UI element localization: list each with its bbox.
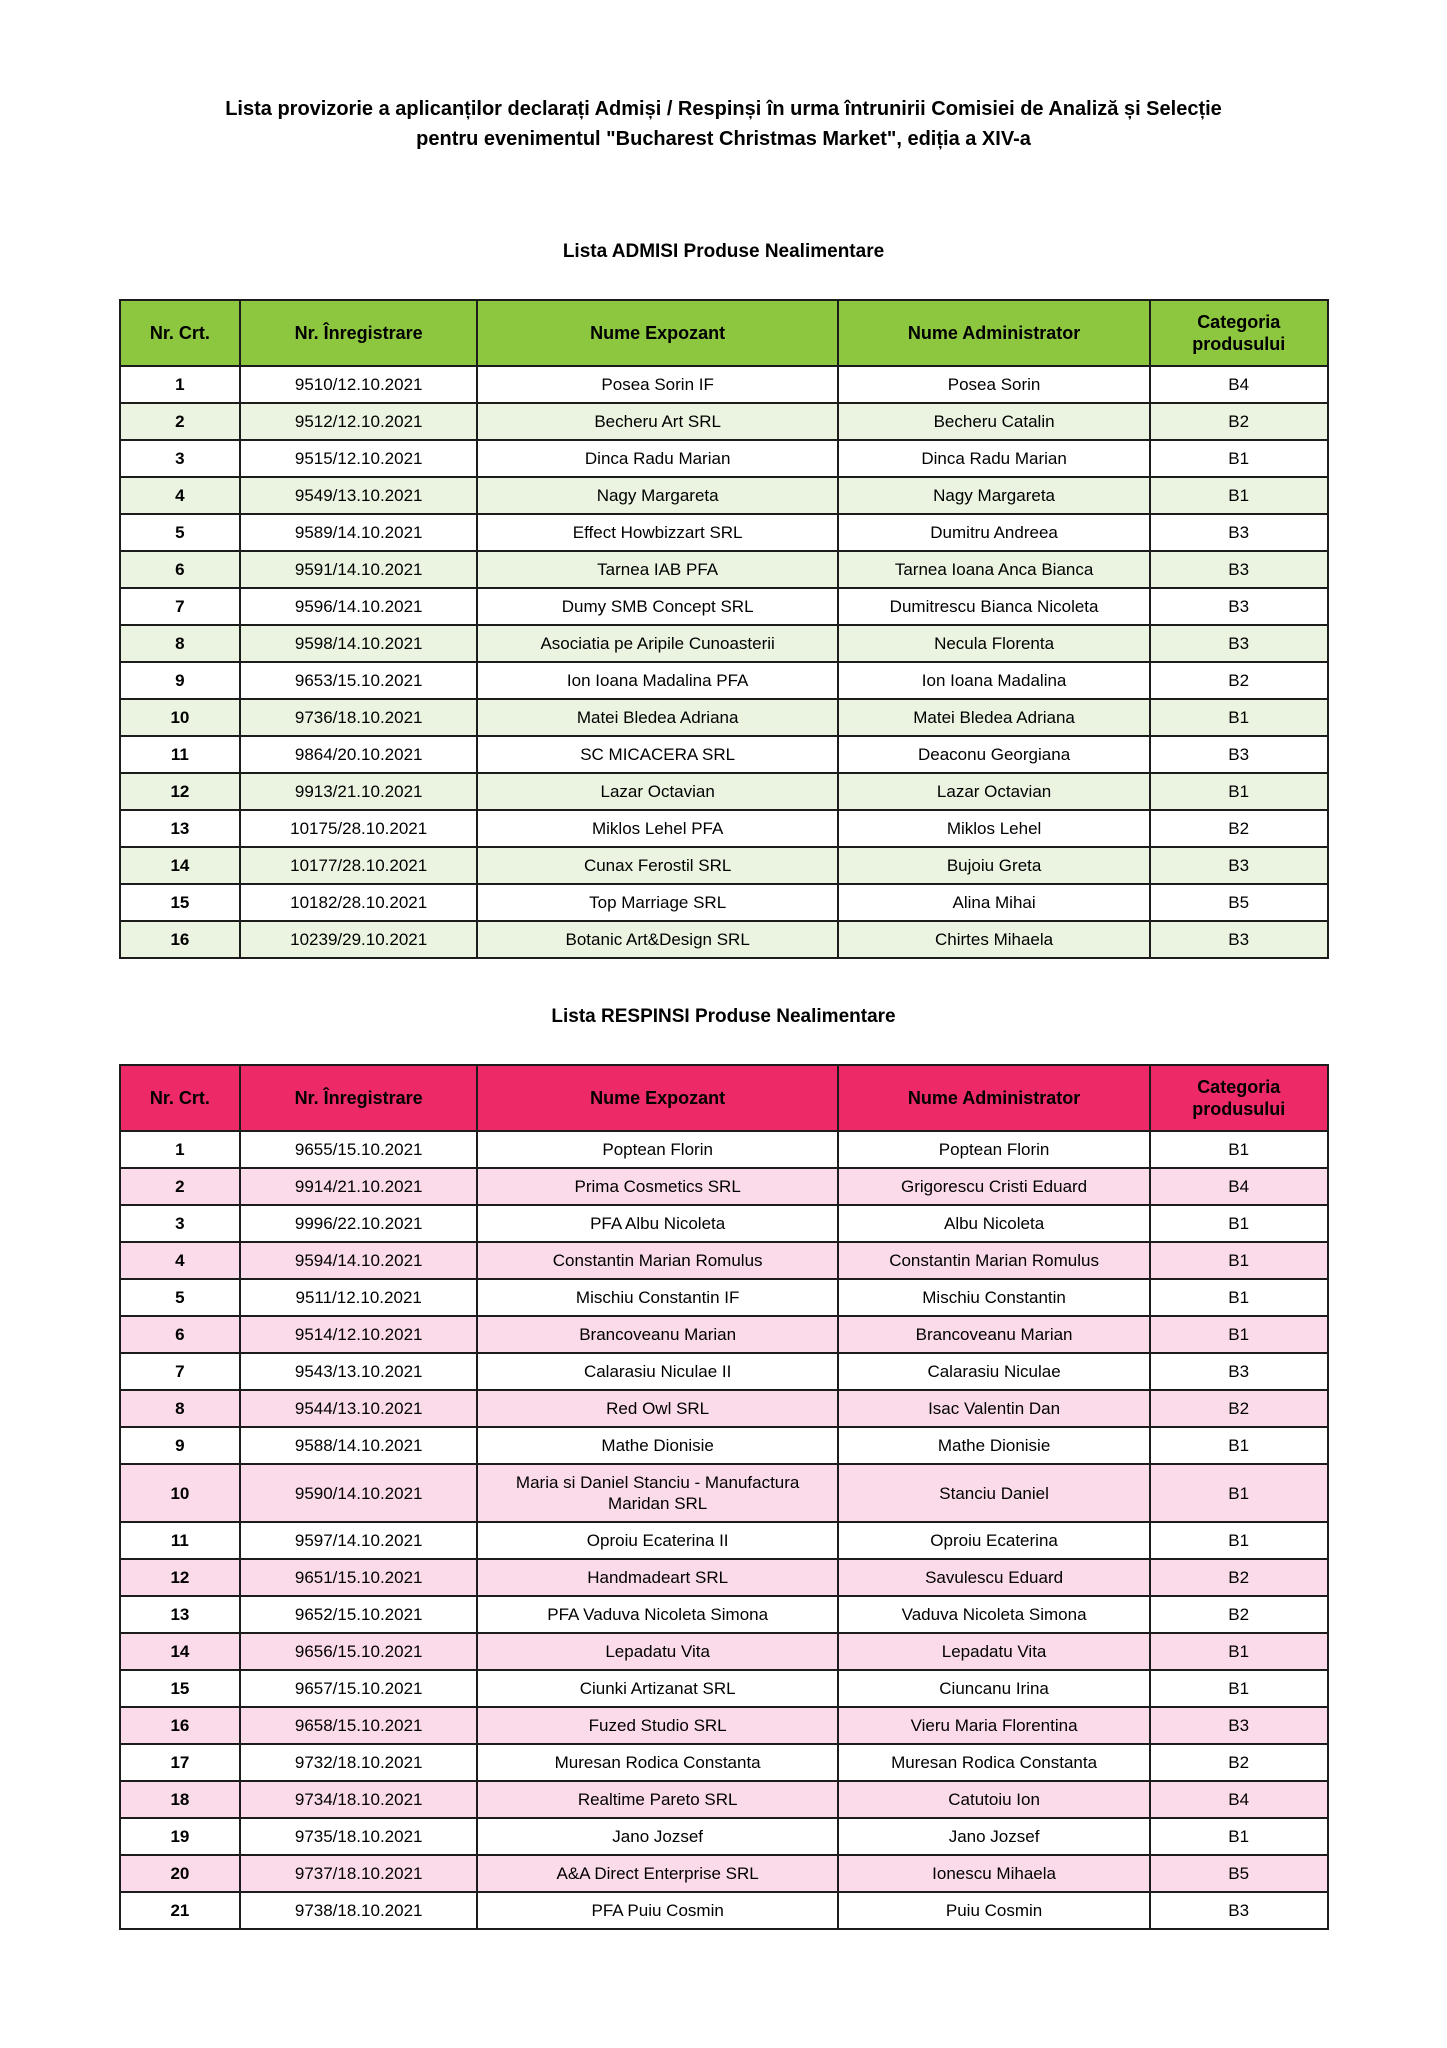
registration-number-cell: 10182/28.10.2021 <box>240 884 477 921</box>
administrator-name-cell: Chirtes Mihaela <box>838 921 1150 958</box>
exhibitor-name-cell: Dinca Radu Marian <box>477 440 838 477</box>
row-number-cell: 11 <box>120 1522 241 1559</box>
table-row <box>120 1427 1328 1464</box>
registration-number-cell: 9736/18.10.2021 <box>240 699 477 736</box>
registration-number-cell: 9596/14.10.2021 <box>240 588 477 625</box>
product-category-cell: B1 <box>1150 1522 1328 1559</box>
table-row <box>120 1707 1328 1744</box>
table-row <box>120 810 1328 847</box>
table-row <box>120 921 1328 958</box>
table-row <box>120 514 1328 551</box>
exhibitor-name-cell: Muresan Rodica Constanta <box>477 1744 838 1781</box>
administrator-name-cell: Ion Ioana Madalina <box>838 662 1150 699</box>
exhibitor-name-cell: Miklos Lehel PFA <box>477 810 838 847</box>
product-category-cell: B3 <box>1150 1353 1328 1390</box>
table-row <box>120 1855 1328 1892</box>
exhibitor-name-cell: Posea Sorin IF <box>477 366 838 403</box>
administrator-name-cell: Lepadatu Vita <box>838 1633 1150 1670</box>
admitted-table-body <box>120 366 1328 958</box>
registration-number-cell: 9653/15.10.2021 <box>240 662 477 699</box>
table-row <box>120 366 1328 403</box>
administrator-name-cell: Nagy Margareta <box>838 477 1150 514</box>
exhibitor-name-cell: Ciunki Artizanat SRL <box>477 1670 838 1707</box>
row-number-cell: 14 <box>120 1633 241 1670</box>
row-number-cell: 2 <box>120 403 241 440</box>
exhibitor-name-cell: Mathe Dionisie <box>477 1427 838 1464</box>
row-number-cell: 14 <box>120 847 241 884</box>
product-category-cell: B2 <box>1150 1596 1328 1633</box>
table-row <box>120 1670 1328 1707</box>
exhibitor-name-cell: Maria si Daniel Stanciu - Manufactura Maridan SRL <box>477 1464 838 1522</box>
registration-number-cell: 9735/18.10.2021 <box>240 1818 477 1855</box>
registration-number-cell: 10175/28.10.2021 <box>240 810 477 847</box>
table-row <box>120 773 1328 810</box>
header-row <box>120 1065 1328 1131</box>
product-category-cell: B3 <box>1150 1892 1328 1929</box>
exhibitor-name-cell: Fuzed Studio SRL <box>477 1707 838 1744</box>
row-number-cell: 5 <box>120 1279 241 1316</box>
registration-number-cell: 9594/14.10.2021 <box>240 1242 477 1279</box>
exhibitor-name-cell: Realtime Pareto SRL <box>477 1781 838 1818</box>
column-header-categoria: Categoria produsului <box>1150 1065 1328 1131</box>
registration-number-cell: 9732/18.10.2021 <box>240 1744 477 1781</box>
row-number-cell: 19 <box>120 1818 241 1855</box>
table-row <box>120 1892 1328 1929</box>
registration-number-cell: 9597/14.10.2021 <box>240 1522 477 1559</box>
row-number-cell: 20 <box>120 1855 241 1892</box>
exhibitor-name-cell: PFA Vaduva Nicoleta Simona <box>477 1596 838 1633</box>
administrator-name-cell: Isac Valentin Dan <box>838 1390 1150 1427</box>
row-number-cell: 9 <box>120 1427 241 1464</box>
administrator-name-cell: Ciuncanu Irina <box>838 1670 1150 1707</box>
registration-number-cell: 10239/29.10.2021 <box>240 921 477 958</box>
page-title-line2: pentru evenimentul "Bucharest Christmas Market", ediția a XIV-a <box>416 128 1031 150</box>
table-row <box>120 1464 1328 1522</box>
administrator-name-cell: Tarnea Ioana Anca Bianca <box>838 551 1150 588</box>
product-category-cell: B5 <box>1150 1855 1328 1892</box>
row-number-cell: 21 <box>120 1892 241 1929</box>
registration-number-cell: 9512/12.10.2021 <box>240 403 477 440</box>
table-row <box>120 1596 1328 1633</box>
exhibitor-name-cell: Nagy Margareta <box>477 477 838 514</box>
row-number-cell: 3 <box>120 440 241 477</box>
product-category-cell: B2 <box>1150 1390 1328 1427</box>
product-category-cell: B1 <box>1150 1818 1328 1855</box>
column-header-nr-inregistrare: Nr. Înregistrare <box>240 300 477 366</box>
registration-number-cell: 9590/14.10.2021 <box>240 1464 477 1522</box>
administrator-name-cell: Brancoveanu Marian <box>838 1316 1150 1353</box>
product-category-cell: B3 <box>1150 514 1328 551</box>
table-row <box>120 1781 1328 1818</box>
column-header-nr-inregistrare: Nr. Înregistrare <box>240 1065 477 1131</box>
administrator-name-cell: Muresan Rodica Constanta <box>838 1744 1150 1781</box>
product-category-cell: B1 <box>1150 1464 1328 1522</box>
table-row <box>120 884 1328 921</box>
column-header-categoria: Categoria produsului <box>1150 300 1328 366</box>
table-row <box>120 847 1328 884</box>
registration-number-cell: 9652/15.10.2021 <box>240 1596 477 1633</box>
administrator-name-cell: Matei Bledea Adriana <box>838 699 1150 736</box>
table-row <box>120 699 1328 736</box>
registration-number-cell: 9734/18.10.2021 <box>240 1781 477 1818</box>
exhibitor-name-cell: Top Marriage SRL <box>477 884 838 921</box>
table-row <box>120 1205 1328 1242</box>
exhibitor-name-cell: Dumy SMB Concept SRL <box>477 588 838 625</box>
administrator-name-cell: Deaconu Georgiana <box>838 736 1150 773</box>
product-category-cell: B1 <box>1150 477 1328 514</box>
exhibitor-name-cell: Botanic Art&Design SRL <box>477 921 838 958</box>
exhibitor-name-cell: Handmadeart SRL <box>477 1559 838 1596</box>
table-row <box>120 625 1328 662</box>
row-number-cell: 2 <box>120 1168 241 1205</box>
registration-number-cell: 9589/14.10.2021 <box>240 514 477 551</box>
exhibitor-name-cell: Tarnea IAB PFA <box>477 551 838 588</box>
product-category-cell: B3 <box>1150 625 1328 662</box>
row-number-cell: 13 <box>120 810 241 847</box>
table-row <box>120 477 1328 514</box>
table-row <box>120 1744 1328 1781</box>
exhibitor-name-cell: Lepadatu Vita <box>477 1633 838 1670</box>
page-title-line1: Lista provizorie a aplicanților declarați Admiși / Respinși în urma întrunirii Comisiei de Analiză și Selecție <box>225 98 1222 120</box>
column-header-nr-crt: Nr. Crt. <box>120 300 241 366</box>
header-row <box>120 300 1328 366</box>
product-category-cell: B4 <box>1150 1781 1328 1818</box>
table-row <box>120 1131 1328 1168</box>
row-number-cell: 8 <box>120 625 241 662</box>
exhibitor-name-cell: PFA Albu Nicoleta <box>477 1205 838 1242</box>
administrator-name-cell: Stanciu Daniel <box>838 1464 1150 1522</box>
registration-number-cell: 9588/14.10.2021 <box>240 1427 477 1464</box>
admitted-table <box>119 299 1329 959</box>
exhibitor-name-cell: SC MICACERA SRL <box>477 736 838 773</box>
column-header-nume-expozant: Nume Expozant <box>477 300 838 366</box>
product-category-cell: B3 <box>1150 736 1328 773</box>
row-number-cell: 3 <box>120 1205 241 1242</box>
table-row <box>120 1353 1328 1390</box>
row-number-cell: 12 <box>120 1559 241 1596</box>
product-category-cell: B1 <box>1150 1427 1328 1464</box>
table-row <box>120 1818 1328 1855</box>
exhibitor-name-cell: Brancoveanu Marian <box>477 1316 838 1353</box>
row-number-cell: 7 <box>120 588 241 625</box>
administrator-name-cell: Dumitru Andreea <box>838 514 1150 551</box>
table-row <box>120 662 1328 699</box>
exhibitor-name-cell: A&A Direct Enterprise SRL <box>477 1855 838 1892</box>
table-row <box>120 1316 1328 1353</box>
registration-number-cell: 9657/15.10.2021 <box>240 1670 477 1707</box>
table-row <box>120 736 1328 773</box>
page-title <box>0 0 1447 154</box>
registration-number-cell: 9511/12.10.2021 <box>240 1279 477 1316</box>
column-header-nr-crt: Nr. Crt. <box>120 1065 241 1131</box>
row-number-cell: 15 <box>120 1670 241 1707</box>
exhibitor-name-cell: Becheru Art SRL <box>477 403 838 440</box>
row-number-cell: 13 <box>120 1596 241 1633</box>
admitted-table-header <box>120 300 1328 366</box>
administrator-name-cell: Posea Sorin <box>838 366 1150 403</box>
row-number-cell: 11 <box>120 736 241 773</box>
exhibitor-name-cell: Calarasiu Niculae II <box>477 1353 838 1390</box>
row-number-cell: 4 <box>120 477 241 514</box>
administrator-name-cell: Miklos Lehel <box>838 810 1150 847</box>
table-row <box>120 440 1328 477</box>
exhibitor-name-cell: Jano Jozsef <box>477 1818 838 1855</box>
exhibitor-name-cell: Effect Howbizzart SRL <box>477 514 838 551</box>
table-row <box>120 1279 1328 1316</box>
registration-number-cell: 9544/13.10.2021 <box>240 1390 477 1427</box>
product-category-cell: B3 <box>1150 1707 1328 1744</box>
product-category-cell: B2 <box>1150 1559 1328 1596</box>
rejected-list-heading: Lista RESPINSI Produse Nealimentare <box>551 1006 896 1027</box>
row-number-cell: 18 <box>120 1781 241 1818</box>
row-number-cell: 4 <box>120 1242 241 1279</box>
exhibitor-name-cell: Ion Ioana Madalina PFA <box>477 662 838 699</box>
row-number-cell: 9 <box>120 662 241 699</box>
column-header-nume-administrator: Nume Administrator <box>838 300 1150 366</box>
registration-number-cell: 9598/14.10.2021 <box>240 625 477 662</box>
exhibitor-name-cell: Oproiu Ecaterina II <box>477 1522 838 1559</box>
administrator-name-cell: Alina Mihai <box>838 884 1150 921</box>
exhibitor-name-cell: Mischiu Constantin IF <box>477 1279 838 1316</box>
registration-number-cell: 9514/12.10.2021 <box>240 1316 477 1353</box>
administrator-name-cell: Vieru Maria Florentina <box>838 1707 1150 1744</box>
exhibitor-name-cell: Prima Cosmetics SRL <box>477 1168 838 1205</box>
row-number-cell: 17 <box>120 1744 241 1781</box>
exhibitor-name-cell: Red Owl SRL <box>477 1390 838 1427</box>
registration-number-cell: 9651/15.10.2021 <box>240 1559 477 1596</box>
registration-number-cell: 9737/18.10.2021 <box>240 1855 477 1892</box>
product-category-cell: B1 <box>1150 1670 1328 1707</box>
rejected-table-header <box>120 1065 1328 1131</box>
row-number-cell: 12 <box>120 773 241 810</box>
registration-number-cell: 9591/14.10.2021 <box>240 551 477 588</box>
administrator-name-cell: Poptean Florin <box>838 1131 1150 1168</box>
admitted-list-heading: Lista ADMISI Produse Nealimentare <box>562 241 885 262</box>
administrator-name-cell: Savulescu Eduard <box>838 1559 1150 1596</box>
product-category-cell: B3 <box>1150 921 1328 958</box>
table-row <box>120 1559 1328 1596</box>
product-category-cell: B3 <box>1150 551 1328 588</box>
row-number-cell: 6 <box>120 1316 241 1353</box>
administrator-name-cell: Catutoiu Ion <box>838 1781 1150 1818</box>
registration-number-cell: 9913/21.10.2021 <box>240 773 477 810</box>
rejected-table-body <box>120 1131 1328 1929</box>
table-row <box>120 1168 1328 1205</box>
registration-number-cell: 9864/20.10.2021 <box>240 736 477 773</box>
registration-number-cell: 9914/21.10.2021 <box>240 1168 477 1205</box>
administrator-name-cell: Dumitrescu Bianca Nicoleta <box>838 588 1150 625</box>
administrator-name-cell: Albu Nicoleta <box>838 1205 1150 1242</box>
table-row <box>120 1633 1328 1670</box>
row-number-cell: 6 <box>120 551 241 588</box>
product-category-cell: B1 <box>1150 1242 1328 1279</box>
registration-number-cell: 9656/15.10.2021 <box>240 1633 477 1670</box>
registration-number-cell: 9738/18.10.2021 <box>240 1892 477 1929</box>
administrator-name-cell: Bujoiu Greta <box>838 847 1150 884</box>
product-category-cell: B1 <box>1150 1633 1328 1670</box>
administrator-name-cell: Jano Jozsef <box>838 1818 1150 1855</box>
exhibitor-name-cell: Poptean Florin <box>477 1131 838 1168</box>
registration-number-cell: 9543/13.10.2021 <box>240 1353 477 1390</box>
row-number-cell: 16 <box>120 921 241 958</box>
administrator-name-cell: Ionescu Mihaela <box>838 1855 1150 1892</box>
administrator-name-cell: Necula Florenta <box>838 625 1150 662</box>
registration-number-cell: 9549/13.10.2021 <box>240 477 477 514</box>
registration-number-cell: 9996/22.10.2021 <box>240 1205 477 1242</box>
exhibitor-name-cell: Cunax Ferostil SRL <box>477 847 838 884</box>
administrator-name-cell: Oproiu Ecaterina <box>838 1522 1150 1559</box>
administrator-name-cell: Dinca Radu Marian <box>838 440 1150 477</box>
product-category-cell: B2 <box>1150 1744 1328 1781</box>
product-category-cell: B1 <box>1150 1131 1328 1168</box>
exhibitor-name-cell: PFA Puiu Cosmin <box>477 1892 838 1929</box>
row-number-cell: 1 <box>120 1131 241 1168</box>
administrator-name-cell: Puiu Cosmin <box>838 1892 1150 1929</box>
row-number-cell: 16 <box>120 1707 241 1744</box>
product-category-cell: B1 <box>1150 1316 1328 1353</box>
row-number-cell: 7 <box>120 1353 241 1390</box>
table-row <box>120 1242 1328 1279</box>
product-category-cell: B1 <box>1150 440 1328 477</box>
row-number-cell: 10 <box>120 1464 241 1522</box>
administrator-name-cell: Becheru Catalin <box>838 403 1150 440</box>
administrator-name-cell: Grigorescu Cristi Eduard <box>838 1168 1150 1205</box>
administrator-name-cell: Mathe Dionisie <box>838 1427 1150 1464</box>
registration-number-cell: 9515/12.10.2021 <box>240 440 477 477</box>
product-category-cell: B4 <box>1150 1168 1328 1205</box>
product-category-cell: B3 <box>1150 847 1328 884</box>
product-category-cell: B3 <box>1150 588 1328 625</box>
product-category-cell: B2 <box>1150 810 1328 847</box>
table-row <box>120 1390 1328 1427</box>
registration-number-cell: 9510/12.10.2021 <box>240 366 477 403</box>
table-row <box>120 403 1328 440</box>
registration-number-cell: 10177/28.10.2021 <box>240 847 477 884</box>
exhibitor-name-cell: Asociatia pe Aripile Cunoasterii <box>477 625 838 662</box>
product-category-cell: B2 <box>1150 662 1328 699</box>
exhibitor-name-cell: Constantin Marian Romulus <box>477 1242 838 1279</box>
exhibitor-name-cell: Lazar Octavian <box>477 773 838 810</box>
rejected-table <box>119 1064 1329 1930</box>
table-row <box>120 551 1328 588</box>
row-number-cell: 8 <box>120 1390 241 1427</box>
column-header-nume-administrator: Nume Administrator <box>838 1065 1150 1131</box>
administrator-name-cell: Mischiu Constantin <box>838 1279 1150 1316</box>
table-row <box>120 1522 1328 1559</box>
administrator-name-cell: Calarasiu Niculae <box>838 1353 1150 1390</box>
row-number-cell: 5 <box>120 514 241 551</box>
registration-number-cell: 9658/15.10.2021 <box>240 1707 477 1744</box>
product-category-cell: B2 <box>1150 403 1328 440</box>
product-category-cell: B4 <box>1150 366 1328 403</box>
administrator-name-cell: Constantin Marian Romulus <box>838 1242 1150 1279</box>
administrator-name-cell: Lazar Octavian <box>838 773 1150 810</box>
exhibitor-name-cell: Matei Bledea Adriana <box>477 699 838 736</box>
registration-number-cell: 9655/15.10.2021 <box>240 1131 477 1168</box>
product-category-cell: B5 <box>1150 884 1328 921</box>
column-header-nume-expozant: Nume Expozant <box>477 1065 838 1131</box>
row-number-cell: 10 <box>120 699 241 736</box>
product-category-cell: B1 <box>1150 1205 1328 1242</box>
product-category-cell: B1 <box>1150 699 1328 736</box>
row-number-cell: 1 <box>120 366 241 403</box>
row-number-cell: 15 <box>120 884 241 921</box>
table-row <box>120 588 1328 625</box>
administrator-name-cell: Vaduva Nicoleta Simona <box>838 1596 1150 1633</box>
product-category-cell: B1 <box>1150 1279 1328 1316</box>
product-category-cell: B1 <box>1150 773 1328 810</box>
